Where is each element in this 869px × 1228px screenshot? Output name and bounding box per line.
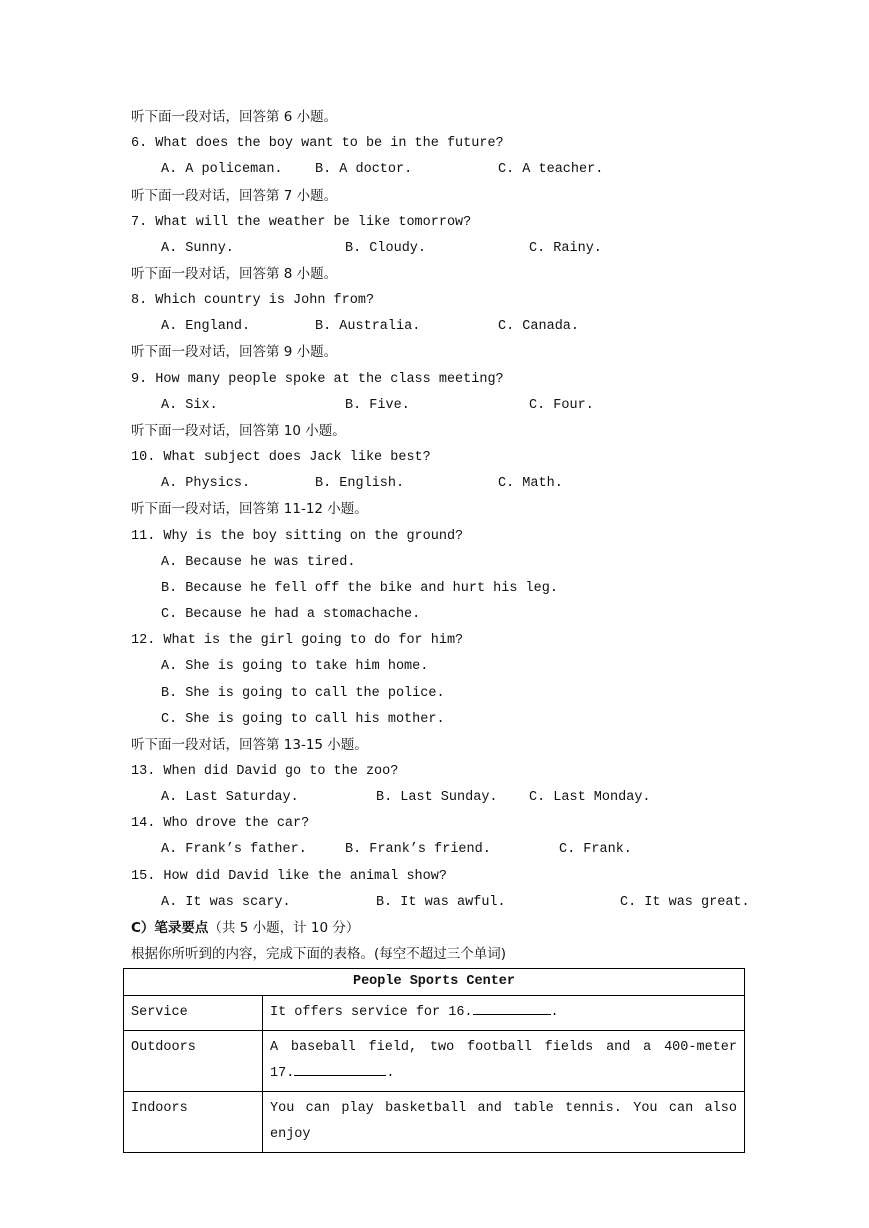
section-instruction: 根据你所听到的内容，完成下面的表格。(每空不超过三个单词) (131, 946, 507, 962)
table-title: People Sports Center (124, 969, 745, 996)
option-c: C. Frank. (559, 842, 632, 857)
row-text: . (550, 1005, 559, 1020)
answer-blank-16[interactable] (473, 1000, 551, 1015)
option-b: B. Frank’s friend. (345, 842, 491, 857)
instruction-line: 听下面一段对话，回答第 11-12 小题。 (131, 501, 368, 517)
option-b: B. She is going to call the police. (161, 686, 445, 701)
instruction-line: 听下面一段对话，回答第 13-15 小题。 (131, 737, 368, 753)
question-stem: 10. What subject does Jack like best? (131, 450, 431, 465)
instruction-line: 听下面一段对话，回答第 8 小题。 (131, 266, 338, 282)
option-a: A. It was scary. (161, 895, 291, 910)
option-c: C. Math. (498, 476, 563, 491)
option-a: A. England. (161, 319, 251, 334)
row-text: 17. (270, 1066, 295, 1081)
table-row (124, 1031, 745, 1092)
option-b: B. Last Sunday. (376, 790, 498, 805)
option-c: C. It was great. (620, 895, 750, 910)
row-label: Service (124, 996, 263, 1031)
row-text: It offers service for 16. (270, 1005, 473, 1020)
question-stem: 13. When did David go to the zoo? (131, 764, 399, 779)
question-stem: 6. What does the boy want to be in the future? (131, 136, 504, 151)
option-a: A. A policeman. (161, 162, 283, 177)
answer-blank-17[interactable] (294, 1061, 386, 1076)
option-a: A. Physics. (161, 476, 251, 491)
row-content (263, 1031, 745, 1092)
notes-table (123, 968, 745, 1153)
option-a: A. Six. (161, 398, 218, 413)
row-label: Indoors (124, 1092, 263, 1153)
question-stem: 9. How many people spoke at the class meeting? (131, 372, 504, 387)
option-c: C. Four. (529, 398, 594, 413)
option-a: A. Sunny. (161, 241, 234, 256)
question-stem: 8. Which country is John from? (131, 293, 375, 308)
question-stem: 15. How did David like the animal show? (131, 869, 447, 884)
instruction-line: 听下面一段对话，回答第 9 小题。 (131, 344, 338, 360)
question-stem: 14. Who drove the car? (131, 816, 310, 831)
option-c: C. Last Monday. (529, 790, 651, 805)
row-content (263, 996, 745, 1031)
section-heading-rest: （共 5 小题，计 10 分） (208, 920, 360, 936)
option-b: B. Cloudy. (345, 241, 427, 256)
option-c: C. A teacher. (498, 162, 604, 177)
instruction-line: 听下面一段对话，回答第 7 小题。 (131, 188, 338, 204)
option-b: B. A doctor. (315, 162, 413, 177)
option-a: A. Last Saturday. (161, 790, 299, 805)
section-heading (131, 919, 359, 937)
option-c: C. Rainy. (529, 241, 602, 256)
row-text: You can play basketball and table tennis. You can also enjoy (270, 1101, 737, 1142)
instruction-line: 听下面一段对话，回答第 6 小题。 (131, 109, 338, 125)
table-row (124, 1092, 745, 1153)
question-stem: 12. What is the girl going to do for him? (131, 633, 464, 648)
option-b: B. It was awful. (376, 895, 506, 910)
option-b: B. English. (315, 476, 405, 491)
section-heading-bold: C）笔录要点 (131, 920, 209, 936)
row-text: . (386, 1066, 395, 1081)
option-a: A. She is going to take him home. (161, 659, 429, 674)
instruction-line: 听下面一段对话，回答第 10 小题。 (131, 423, 346, 439)
option-b: B. Because he fell off the bike and hurt his leg. (161, 581, 558, 596)
option-b: B. Five. (345, 398, 410, 413)
row-text: A baseball field, two football fields and a 400-meter (270, 1040, 737, 1055)
option-c: C. She is going to call his mother. (161, 712, 445, 727)
option-a: A. Frank’s father. (161, 842, 307, 857)
question-stem: 11. Why is the boy sitting on the ground? (131, 529, 464, 544)
option-b: B. Australia. (315, 319, 421, 334)
question-stem: 7. What will the weather be like tomorrow? (131, 215, 472, 230)
option-a: A. Because he was tired. (161, 555, 356, 570)
table-row (124, 996, 745, 1031)
option-c: C. Canada. (498, 319, 580, 334)
row-label: Outdoors (124, 1031, 263, 1092)
row-content (263, 1092, 745, 1153)
option-c: C. Because he had a stomachache. (161, 607, 421, 622)
